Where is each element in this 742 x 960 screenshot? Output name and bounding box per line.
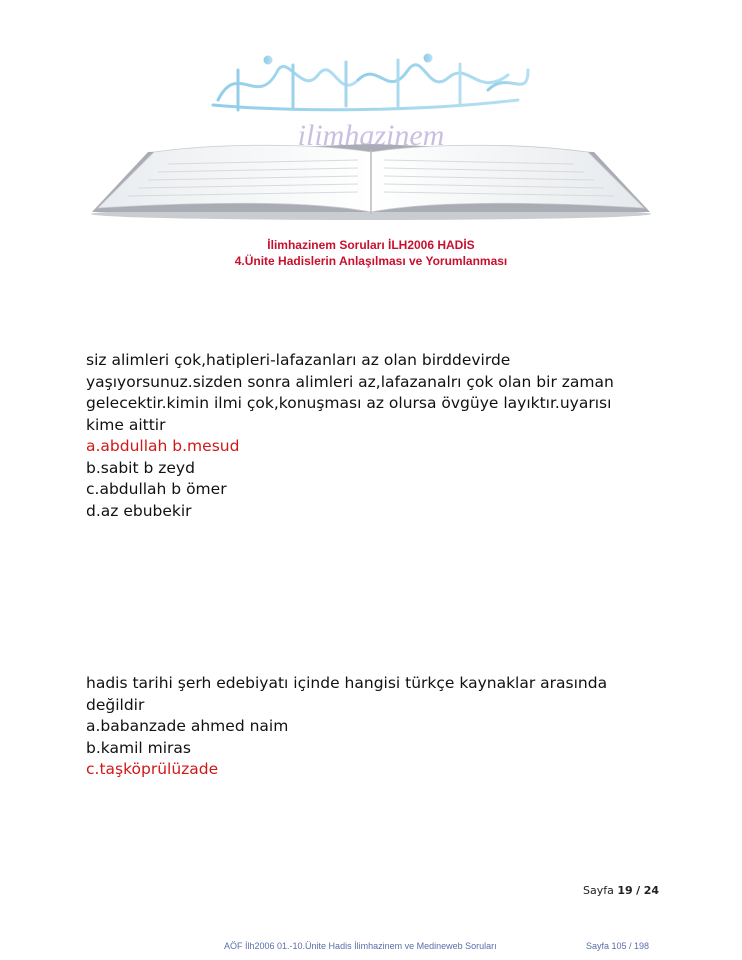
answer-option: d.az ebubekir [86, 501, 192, 520]
question-text-line: hadis tarihi şerh edebiyatı içinde hangisi türkçe kaynaklar arasında [86, 674, 608, 692]
answer-option: b.kamil miras [86, 738, 191, 757]
question-text-line: değildir [86, 695, 145, 714]
document-title-line1: İlimhazinem Soruları İLH2006 HADİS [267, 238, 475, 252]
header-banner [88, 40, 654, 220]
answer-option-correct: a.abdullah b.mesud [86, 437, 240, 455]
answer-option: b.sabit b zeyd [86, 458, 195, 477]
question-2 [86, 673, 666, 781]
question-text-line: yaşıyorsunuz.sizden sonra alimleri az,lafazanalrı çok olan bir zaman [86, 372, 614, 391]
page-current: 19 [617, 884, 633, 897]
question-text-line: siz alimleri çok,hatipleri-lafazanları az olan birddevirde [86, 351, 511, 369]
page-total: 24 [643, 884, 660, 897]
footer-right-text: Sayfa 105 / 198 [586, 941, 650, 951]
question-1 [86, 350, 666, 522]
page-number [583, 884, 659, 897]
answer-option: c.abdullah b ömer [86, 480, 227, 498]
page-label: Sayfa [583, 884, 614, 897]
question-text-line: kime aittir [86, 415, 166, 434]
calligraphy-ornament [213, 55, 528, 110]
answer-option: a.babanzade ahmed naim [86, 717, 289, 735]
question-text-line: gelecektir.kimin ilmi çok,konuşması az olursa övgüye layıktır.uyarısı [86, 394, 612, 412]
document-title-line2: 4.Ünite Hadislerin Anlaşılması ve Yorumlanması [234, 254, 508, 268]
watermark-text: ilimhazinem [297, 119, 445, 152]
page-separator: / [636, 884, 641, 897]
answer-option-correct: c.taşköprülüzade [86, 760, 219, 778]
footer-left-text: AÖF İlh2006 01.-10.Ünite Hadis İlimhazinem ve Medineweb Soruları [224, 941, 497, 951]
